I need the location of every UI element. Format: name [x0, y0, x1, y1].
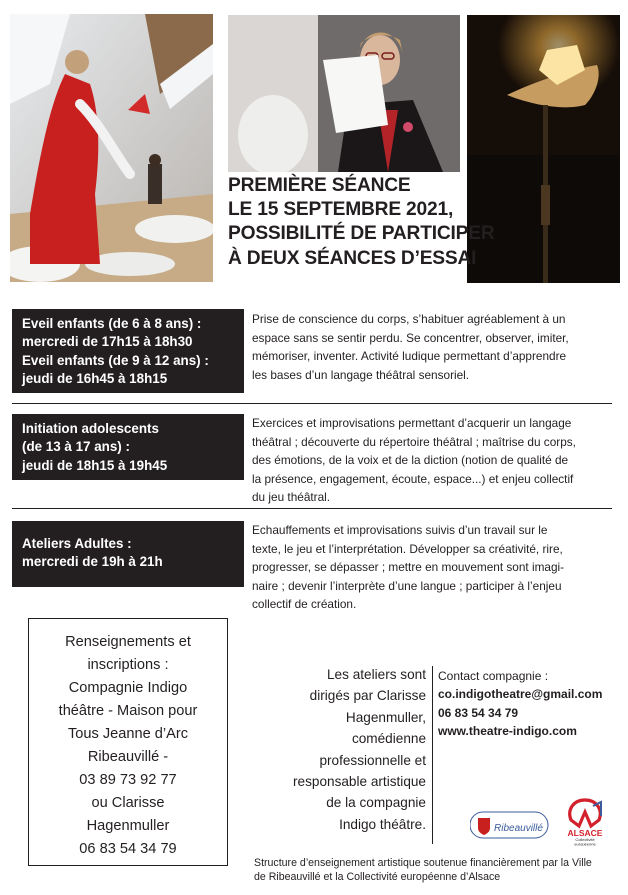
director-line: dirigés par Clarisse [309, 688, 426, 704]
director-line: Indigo théâtre. [339, 816, 426, 832]
contact-label: Contact compagnie : [438, 669, 549, 683]
ribeauville-logo-text: Ribeauvillé [494, 823, 543, 834]
info-line: 03 89 73 92 77 [79, 772, 177, 788]
description-line: Exercices et improvisations permettant d’acquerir un langage [252, 416, 572, 430]
schedule-line: mercredi de 17h15 à 18h30 [22, 334, 193, 350]
alsace-logo-name: ALSACE [567, 828, 603, 838]
schedule-line: Ateliers Adultes : [22, 536, 132, 551]
description-children [252, 310, 622, 384]
director-line: responsable artistique [293, 774, 426, 790]
contact-phone: 06 83 54 34 79 [438, 705, 519, 720]
description-line: progresser, se dépasser ; mettre en mouvement sont imagi- [252, 560, 565, 575]
info-line: ou Clarisse [91, 795, 165, 811]
description-line: Echauffements et improvisations suivis d’un travail sur le [252, 523, 548, 537]
photo-woman-reading-image [228, 15, 460, 172]
description-line: Prise de conscience du corps, s’habituer agréablement à un [252, 312, 566, 326]
description-line: des émotions, de la voix et de la diction (notion de qualité de [252, 453, 569, 468]
description-line: les bases d’un langage théâtral sensoriel. [252, 367, 470, 382]
photo-dancer-red-dress [10, 14, 213, 282]
schedule-line: Initiation adolescents [22, 421, 159, 436]
info-line: 06 83 54 34 79 [79, 841, 177, 857]
schedule-box-adults [12, 521, 244, 587]
description-line: théâtral ; découverte du répertoire théâtral ; maîtrise du corps, [252, 434, 576, 449]
schedule-line: Eveil enfants (de 9 à 12 ans) : [22, 352, 209, 368]
contact-email-link[interactable]: co.indigotheatre@gmail.com [438, 687, 603, 702]
description-adults [252, 521, 622, 614]
registration-info-box [28, 618, 228, 866]
ribeauville-logo [470, 810, 550, 840]
contact-block [438, 667, 602, 741]
director-line: de la compagnie [326, 795, 426, 811]
schedule-line: mercredi de 19h à 21h [22, 554, 163, 570]
description-line: du jeu théâtral. [252, 490, 331, 505]
alsace-logo [563, 796, 607, 846]
footer-line: de Ribeauvillé et la Collectivité européenne d’Alsace [254, 871, 501, 883]
headline-line: PREMIÈRE SÉANCE [228, 175, 411, 196]
vertical-divider [432, 666, 433, 844]
director-line: comédienne [351, 731, 426, 747]
info-line: Tous Jeanne d’Arc [67, 726, 189, 742]
director-note [250, 664, 426, 835]
description-line: mémoriser, inventer. Activité ludique permettant d’apprendre [252, 349, 567, 364]
info-line: Renseignements et [65, 634, 191, 650]
description-line: la présence, engagement, écoute, espace...) et enjeu collectif [252, 471, 574, 486]
schedule-box-teens [12, 414, 244, 480]
schedule-line: (de 13 à 17 ans) : [22, 439, 130, 455]
director-line: Hagenmuller, [345, 709, 426, 725]
headline-line: À DEUX SÉANCES D’ESSAI [228, 247, 477, 269]
info-line: Hagenmuller [86, 818, 170, 834]
description-line: naire ; devenir l’interprète d’une langue ; participer à l’enjeu [252, 578, 562, 593]
photo-dancer-red-dress-image [10, 14, 213, 282]
alsace-logo-sub1: Collectivité [575, 837, 595, 842]
info-line: théâtre - Maison pour [58, 703, 198, 719]
info-line: Compagnie Indigo [68, 680, 188, 696]
headline [228, 174, 528, 271]
contact-website-link[interactable]: www.theatre-indigo.com [438, 724, 577, 739]
schedule-line: jeudi de 18h15 à 19h45 [22, 457, 168, 473]
description-teens [252, 414, 622, 507]
alsace-logo-mark [563, 796, 607, 846]
funding-footer [254, 856, 624, 884]
description-line: texte, le jeu et l’interprétation. Développer sa créativité, rire, [252, 541, 563, 556]
headline-line: LE 15 SEPTEMBRE 2021, [228, 199, 454, 221]
headline-line: POSSIBILITÉ DE PARTICIPER [228, 223, 495, 245]
photo-woman-reading [228, 15, 460, 172]
schedule-line: jeudi de 16h45 à 18h15 [22, 371, 168, 387]
divider [12, 508, 612, 509]
director-line: professionnelle et [319, 752, 426, 768]
alsace-logo-sub2: européenne [574, 841, 596, 846]
schedule-line: Eveil enfants (de 6 à 8 ans) : [22, 316, 202, 331]
director-line: Les ateliers sont [327, 667, 426, 682]
description-line: espace sans se sentir perdu. Se concentrer, observer, imiter, [252, 330, 569, 345]
schedule-box-children [12, 309, 244, 393]
ribeauville-logo-mark [470, 810, 550, 840]
footer-line: Structure d’enseignement artistique soutenue financièrement par la Ville [254, 857, 592, 869]
divider [12, 403, 612, 404]
description-line: collectif de création. [252, 597, 357, 612]
info-line: inscriptions : [87, 657, 169, 673]
info-line: Ribeauvillé - [87, 749, 169, 765]
